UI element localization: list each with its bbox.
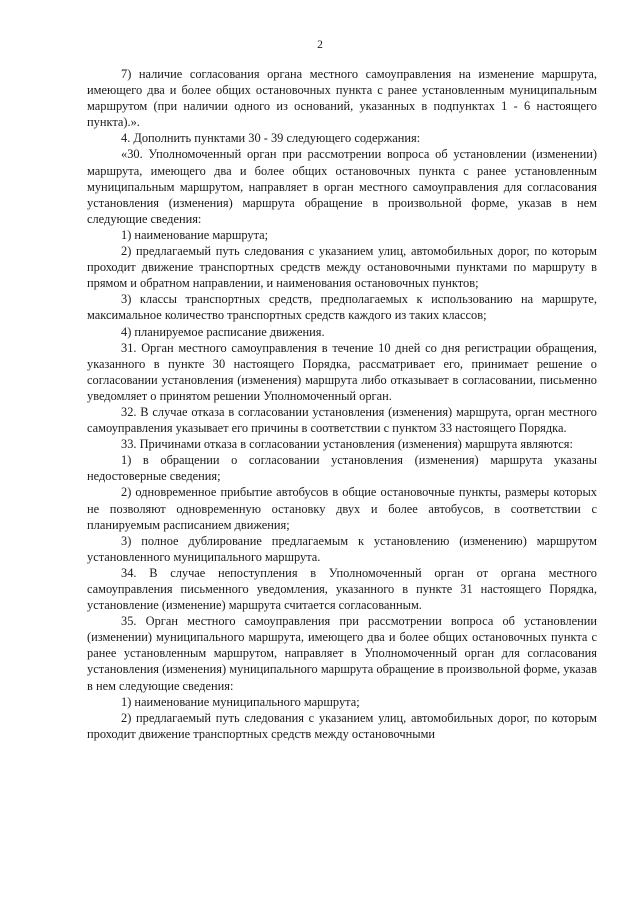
clause-34: 34. В случае непоступления в Уполномоченный орган от органа местного самоуправления письменного уведомления, указанного в пункте 31 настоящего Порядка, установление (изменение) маршрута считается согласованным. xyxy=(87,565,597,613)
clause-32: 32. В случае отказа в согласовании установления (изменения) маршрута, орган местного самоуправления указывает его причины в соответствии с пунктом 33 настоящего Порядка. xyxy=(87,404,597,436)
clause-30-item-4: 4) планируемое расписание движения. xyxy=(121,324,325,339)
clause-31: 31. Орган местного самоуправления в течение 10 дней со дня регистрации обращения, указанного в пункте 30 настоящего Порядка, рассматривает его, принимает решение о согласовании установления (изменения) маршрута либо отказывает в согласовании, письменно уведомляет о принятом решении Уполномоченный орган. xyxy=(87,340,597,403)
clause-35: 35. Орган местного самоуправления при рассмотрении вопроса об установлении (изменении) муниципального маршрута, имеющего два и более общих остановочных пункта с ранее установленным маршрутом, направляет в Уполномоченный орган для согласования установления (изменения) муниципального маршрута обращение в произвольной форме, указав в нем следующие сведения: xyxy=(87,614,597,693)
clause-33-item-1: 1) в обращении о согласовании установления (изменения) маршрута указаны недостоверные сведения; xyxy=(87,453,597,484)
clause-33: 33. Причинами отказа в согласовании установления (изменения) маршрута являются: xyxy=(121,437,573,452)
clause-33-item-2: 2) одновременное прибытие автобусов в общие остановочные пункты, размеры которых не позволяют одновременную остановку двух и более автобусов, в соответствии с планируемым расписанием движения; xyxy=(87,485,597,532)
clause-35-item-1: 1) наименование муниципального маршрута; xyxy=(121,694,360,709)
page-number: 2 xyxy=(317,39,323,51)
amendment-item-4: 4. Дополнить пунктами 30 - 39 следующего содержания: xyxy=(121,131,421,146)
clause-35-item-2: 2) предлагаемый путь следования с указанием улиц, автомобильных дорог, по которым проходит движение транспортных средств между остановочными xyxy=(87,710,597,741)
clause-33-item-3: 3) полное дублирование предлагаемым к установлению (изменению) маршрутом установленного муниципального маршрута. xyxy=(87,533,597,564)
clause-30-item-3: 3) классы транспортных средств, предполагаемых к использованию на маршруте, максимальное количество транспортных средств каждого из таких классов; xyxy=(87,292,597,323)
document-body xyxy=(87,66,597,742)
clause-30: «30. Уполномоченный орган при рассмотрении вопроса об установлении (изменении) маршрута, имеющего два и более общих остановочных пункта с ранее установленным муниципальным маршрутом, направляет в орган местного самоуправления для согласования установления (изменения) маршрута обращение в произвольной форме, указав в нем следующие сведения: xyxy=(87,147,597,226)
clause-30-item-1: 1) наименование маршрута; xyxy=(121,227,269,242)
subitem-7-consent: 7) наличие согласования органа местного самоуправления на изменение маршрута, имеющего два и более общих остановочных пункта с ранее установленным муниципальным маршрутом (при наличии одного из оснований, указанных в подпунктах 1 - 6 настоящего пункта).». xyxy=(87,67,597,130)
clause-30-item-2: 2) предлагаемый путь следования с указанием улиц, автомобильных дорог, по которым проходит движение транспортных средств между остановочными пунктами по маршруту в прямом и обратном направлении, и наименования остановочных пунктов; xyxy=(87,244,597,291)
